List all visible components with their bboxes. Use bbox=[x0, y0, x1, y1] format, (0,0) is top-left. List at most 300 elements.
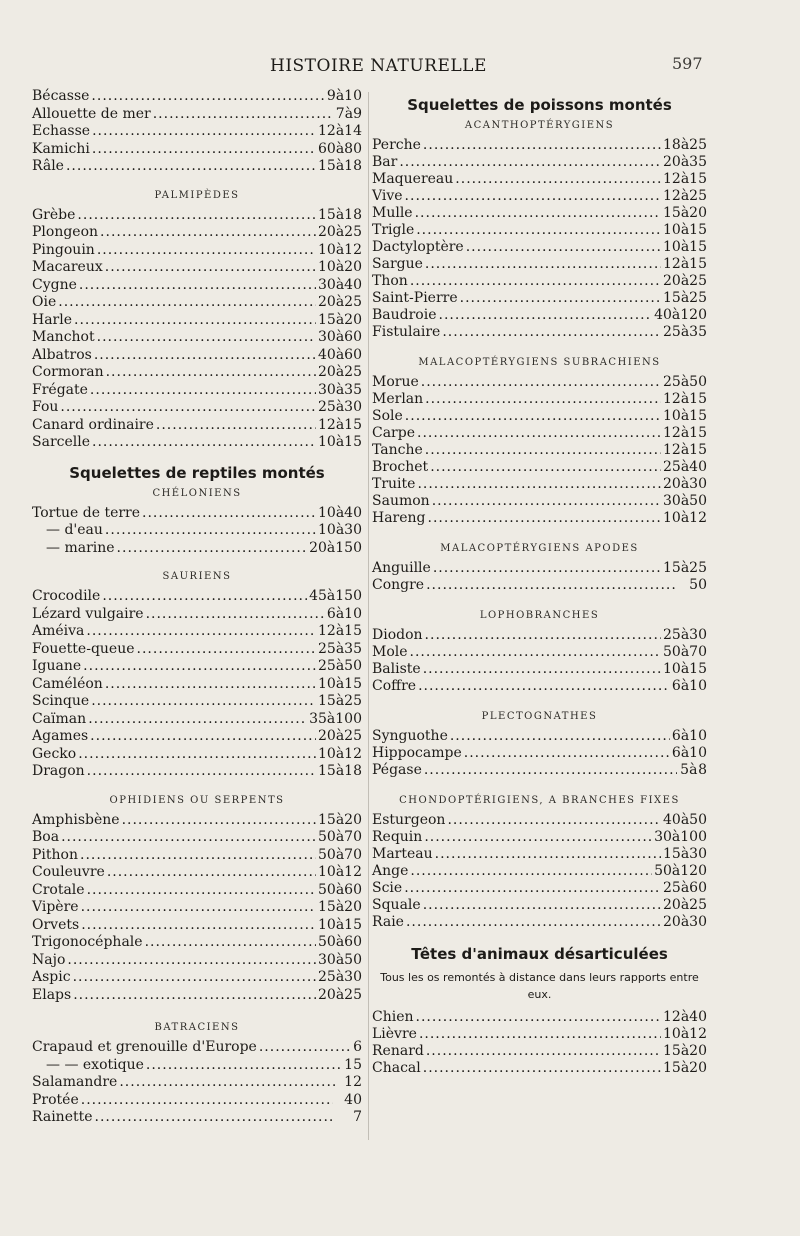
range-separator: à bbox=[335, 504, 345, 521]
range-separator: à bbox=[335, 158, 345, 174]
item-price-min: 7 bbox=[335, 105, 345, 122]
item-name: Chien bbox=[372, 1009, 414, 1025]
list-item bbox=[372, 222, 707, 239]
item-price-min: 20 bbox=[317, 294, 336, 310]
dot-leader bbox=[455, 171, 661, 187]
list-item bbox=[32, 623, 362, 641]
item-price-max: 15 bbox=[689, 408, 707, 424]
range-separator: à bbox=[680, 391, 690, 407]
item-price-min: 20 bbox=[662, 476, 681, 492]
item-price-min: 60 bbox=[317, 140, 336, 157]
dot-leader bbox=[107, 864, 316, 880]
dot-leader bbox=[423, 897, 661, 913]
range-separator: à bbox=[680, 812, 690, 828]
item-name: — — exotique bbox=[46, 1056, 144, 1073]
item-price-min: 12 bbox=[662, 256, 681, 272]
range-separator: à bbox=[680, 510, 690, 526]
page-number: 597 bbox=[672, 54, 703, 73]
item-price-min: 10 bbox=[662, 510, 681, 526]
item-price-max: 25 bbox=[689, 290, 707, 306]
item-name: Canard ordinaire bbox=[32, 416, 154, 433]
item-price-max: 25 bbox=[689, 273, 707, 289]
list-item bbox=[372, 897, 707, 914]
item-price-min: 18 bbox=[662, 137, 681, 153]
range-separator: à bbox=[680, 1009, 690, 1025]
dot-leader bbox=[87, 882, 316, 898]
list-item bbox=[372, 273, 707, 290]
list-item bbox=[32, 1109, 362, 1127]
range-separator: à bbox=[335, 916, 345, 933]
item-price: 12 bbox=[344, 1074, 362, 1090]
item-name: Vipère bbox=[32, 899, 79, 915]
item-price-min: 10 bbox=[662, 661, 681, 677]
malaco-apodes-list bbox=[372, 560, 707, 594]
dot-leader bbox=[81, 1092, 334, 1108]
dot-leader bbox=[78, 746, 316, 762]
item-price-max: 50 bbox=[689, 812, 707, 828]
item-price-min: 20 bbox=[662, 154, 681, 170]
list-item bbox=[32, 224, 362, 242]
dot-leader bbox=[153, 106, 334, 122]
dot-leader bbox=[464, 745, 670, 761]
dot-leader bbox=[90, 382, 316, 398]
list-item bbox=[32, 88, 362, 106]
item-price-max: 20 bbox=[344, 259, 362, 275]
list-item bbox=[32, 882, 362, 900]
item-price-min: 10 bbox=[317, 864, 336, 880]
item-name: Cormoran bbox=[32, 364, 104, 380]
list-item bbox=[372, 137, 707, 154]
range-separator: à bbox=[680, 222, 690, 238]
item-price-max: 50 bbox=[344, 658, 362, 674]
range-separator: à bbox=[680, 256, 690, 272]
range-separator: à bbox=[335, 864, 345, 880]
category-plectognathes: PLECTOGNATHES bbox=[481, 711, 598, 722]
range-separator: à bbox=[680, 661, 690, 677]
list-item bbox=[32, 399, 362, 417]
item-name: Synguothe bbox=[372, 728, 448, 744]
list-item bbox=[372, 408, 707, 425]
item-name: Albatros bbox=[32, 346, 92, 363]
item-price-max: 30 bbox=[689, 627, 707, 643]
range-separator: à bbox=[335, 986, 345, 1003]
item-price-max: 25 bbox=[344, 364, 362, 380]
item-name: Tortue de terre bbox=[32, 504, 141, 521]
item-price-max: 25 bbox=[344, 224, 362, 240]
dot-leader bbox=[417, 476, 661, 492]
item-price-min: 12 bbox=[662, 1009, 681, 1025]
left-column bbox=[32, 88, 362, 1127]
range-separator: à bbox=[680, 1043, 690, 1059]
ophidiens-list bbox=[32, 812, 362, 1005]
list-item bbox=[372, 560, 707, 577]
dot-leader bbox=[81, 917, 316, 933]
dot-leader bbox=[419, 1026, 661, 1042]
item-name: Mulle bbox=[372, 205, 413, 221]
item-price-max: 60 bbox=[689, 880, 707, 896]
range-separator: à bbox=[680, 846, 690, 862]
item-price-min: 15 bbox=[662, 1043, 681, 1059]
range-separator: à bbox=[680, 1060, 690, 1076]
list-item bbox=[372, 307, 707, 324]
category-acanthopterygiens: ACANTHOPTÉRYGIENS bbox=[464, 120, 615, 131]
item-price-max: 15 bbox=[344, 623, 362, 639]
item-price-min: 12 bbox=[317, 416, 336, 433]
item-name: Tanche bbox=[372, 442, 423, 458]
dot-leader bbox=[73, 969, 316, 985]
range-separator: à bbox=[335, 728, 345, 744]
item-name: Trigle bbox=[372, 222, 415, 238]
range-separator: à bbox=[344, 105, 354, 122]
list-item bbox=[32, 540, 362, 558]
item-price-max: 15 bbox=[689, 256, 707, 272]
item-name: Merlan bbox=[372, 391, 424, 407]
item-name: Scie bbox=[372, 880, 403, 896]
range-separator: à bbox=[326, 539, 336, 556]
item-price-min: 15 bbox=[317, 811, 336, 828]
item-price-min: 5 bbox=[680, 762, 690, 778]
list-item bbox=[32, 829, 362, 847]
range-separator: à bbox=[335, 829, 345, 845]
item-price-max: 100 bbox=[335, 710, 362, 727]
range-separator: à bbox=[680, 154, 690, 170]
item-price-max: 80 bbox=[344, 140, 362, 157]
item-name: Thon bbox=[372, 273, 408, 289]
dot-leader bbox=[58, 294, 316, 310]
item-price-max: 35 bbox=[344, 381, 362, 398]
list-item bbox=[32, 1074, 362, 1092]
item-name: Echasse bbox=[32, 123, 91, 139]
item-name: Morue bbox=[372, 374, 419, 390]
item-price-min: 25 bbox=[662, 880, 681, 896]
item-price-max: 15 bbox=[689, 171, 707, 187]
item-price-min: 15 bbox=[662, 205, 681, 221]
dot-leader bbox=[415, 205, 661, 221]
item-name: Lièvre bbox=[372, 1026, 417, 1042]
range-separator: à bbox=[335, 88, 345, 104]
item-price-max: 8 bbox=[698, 762, 707, 778]
lophobranches-list bbox=[372, 627, 707, 695]
item-price-max: 15 bbox=[344, 434, 362, 450]
item-name: Fistulaire bbox=[372, 324, 441, 340]
list-item bbox=[372, 188, 707, 205]
dot-leader bbox=[119, 1074, 337, 1090]
dot-leader bbox=[410, 644, 661, 660]
item-price-min: 50 bbox=[317, 829, 336, 845]
range-separator: à bbox=[680, 728, 690, 744]
dot-leader bbox=[416, 222, 661, 238]
item-price-min: 15 bbox=[317, 693, 336, 709]
item-name: Baudroie bbox=[372, 307, 437, 323]
item-price-max: 15 bbox=[689, 661, 707, 677]
list-item bbox=[32, 746, 362, 764]
dot-leader bbox=[122, 812, 316, 828]
item-price-max: 15 bbox=[689, 425, 707, 441]
list-item bbox=[372, 1026, 707, 1043]
range-separator: à bbox=[335, 241, 345, 258]
dot-leader bbox=[442, 324, 661, 340]
dot-leader bbox=[87, 763, 316, 779]
item-price-max: 100 bbox=[680, 829, 707, 845]
range-separator: à bbox=[680, 459, 690, 475]
item-name: Trigonocéphale bbox=[32, 934, 143, 950]
list-item bbox=[372, 914, 707, 931]
item-price: 15 bbox=[344, 1056, 362, 1073]
list-item bbox=[32, 259, 362, 277]
list-item bbox=[372, 1009, 707, 1026]
list-item bbox=[372, 863, 707, 880]
plectognathes-list bbox=[372, 728, 707, 779]
item-price-min: 15 bbox=[662, 560, 681, 576]
list-item bbox=[372, 442, 707, 459]
item-price-max: 18 bbox=[344, 158, 362, 174]
dot-leader bbox=[426, 1043, 661, 1059]
item-price-min: 40 bbox=[317, 346, 336, 363]
item-price-min: 12 bbox=[662, 391, 681, 407]
list-item bbox=[32, 606, 362, 624]
range-separator: à bbox=[335, 951, 345, 968]
item-price-max: 70 bbox=[344, 829, 362, 845]
item-price-max: 30 bbox=[344, 399, 362, 415]
list-item bbox=[32, 329, 362, 347]
dot-leader bbox=[460, 290, 661, 306]
category-sauriens: SAURIENS bbox=[162, 571, 232, 582]
item-price-min: 20 bbox=[662, 914, 681, 930]
list-item bbox=[32, 1039, 362, 1057]
list-item bbox=[372, 678, 707, 695]
dot-leader bbox=[146, 1057, 340, 1073]
list-item bbox=[32, 294, 362, 312]
item-price-min: 12 bbox=[662, 442, 681, 458]
item-price-max: 20 bbox=[689, 1060, 707, 1076]
range-separator: à bbox=[680, 239, 690, 255]
item-name: Raie bbox=[372, 914, 404, 930]
range-separator: à bbox=[680, 188, 690, 204]
item-price: 50 bbox=[689, 577, 707, 593]
item-name: Amphisbène bbox=[32, 811, 120, 828]
item-name: Manchot bbox=[32, 329, 95, 345]
item-price-max: 10 bbox=[344, 88, 362, 104]
item-name: Mole bbox=[372, 644, 408, 660]
dot-leader bbox=[423, 661, 661, 677]
item-price-max: 30 bbox=[689, 846, 707, 862]
dot-leader bbox=[146, 606, 325, 622]
range-separator: à bbox=[680, 678, 690, 694]
item-price-min: 25 bbox=[317, 969, 336, 985]
range-separator: à bbox=[335, 522, 345, 538]
dot-leader bbox=[105, 259, 316, 275]
item-name: Saumon bbox=[372, 493, 430, 509]
dot-leader bbox=[105, 676, 316, 692]
list-item bbox=[32, 382, 362, 400]
right-column bbox=[372, 88, 707, 1077]
dot-leader bbox=[97, 242, 316, 258]
item-price-min: 30 bbox=[317, 276, 336, 293]
range-separator: à bbox=[680, 205, 690, 221]
list-item bbox=[372, 391, 707, 408]
category-chondropterygiens: CHONDOPTÉRIGIENS, A BRANCHES FIXES bbox=[399, 795, 680, 806]
list-item bbox=[32, 693, 362, 711]
item-price-max: 14 bbox=[344, 123, 362, 139]
dot-leader bbox=[79, 277, 316, 293]
range-separator: à bbox=[335, 640, 345, 657]
dot-leader bbox=[399, 154, 661, 170]
item-price-min: 10 bbox=[662, 408, 681, 424]
dot-leader bbox=[406, 914, 661, 930]
dot-leader bbox=[447, 812, 661, 828]
range-separator: à bbox=[680, 374, 690, 390]
item-name: Couleuvre bbox=[32, 864, 105, 880]
range-separator: à bbox=[335, 811, 345, 828]
malaco-subrachiens-list bbox=[372, 374, 707, 527]
list-item bbox=[372, 627, 707, 644]
item-price-max: 70 bbox=[689, 644, 707, 660]
item-price-min: 6 bbox=[671, 728, 681, 744]
range-separator: à bbox=[335, 745, 345, 762]
item-name: Scinque bbox=[32, 693, 90, 709]
dot-leader bbox=[117, 540, 308, 556]
reptiles-heading: Squelettes de reptiles montés bbox=[69, 463, 325, 482]
list-item bbox=[372, 425, 707, 442]
range-separator: à bbox=[680, 1026, 690, 1042]
poissons-heading: Squelettes de poissons montés bbox=[407, 96, 672, 114]
item-price-max: 25 bbox=[689, 137, 707, 153]
item-price-min: 40 bbox=[654, 307, 672, 323]
list-item bbox=[32, 277, 362, 295]
dot-leader bbox=[425, 442, 661, 458]
item-price-min: 40 bbox=[662, 812, 681, 828]
item-name: Plongeon bbox=[32, 224, 99, 240]
item-price-max: 9 bbox=[353, 105, 362, 122]
item-price-max: 40 bbox=[689, 1009, 707, 1025]
dot-leader bbox=[106, 364, 316, 380]
list-item bbox=[372, 1060, 707, 1077]
item-price-max: 20 bbox=[344, 899, 362, 915]
item-name: Rainette bbox=[32, 1109, 93, 1125]
dot-leader bbox=[426, 577, 678, 593]
list-item bbox=[372, 324, 707, 341]
item-name: Bécasse bbox=[32, 88, 90, 104]
range-separator: à bbox=[680, 324, 690, 340]
list-item bbox=[32, 934, 362, 952]
range-separator: à bbox=[335, 899, 345, 915]
item-price-min: 20 bbox=[309, 539, 327, 556]
dot-leader bbox=[156, 417, 316, 433]
item-price-min: 20 bbox=[317, 728, 336, 744]
item-price-min: 25 bbox=[317, 658, 336, 674]
item-name: Coffre bbox=[372, 678, 417, 694]
range-separator: à bbox=[335, 364, 345, 380]
item-price-max: 15 bbox=[689, 222, 707, 238]
dot-leader bbox=[95, 1109, 335, 1125]
list-item bbox=[372, 205, 707, 222]
range-separator: à bbox=[680, 408, 690, 424]
item-name: Crocodile bbox=[32, 588, 101, 604]
item-price-min: 50 bbox=[317, 881, 336, 898]
range-separator: à bbox=[680, 137, 690, 153]
range-separator: à bbox=[335, 206, 345, 223]
list-item bbox=[32, 207, 362, 225]
item-price-min: 12 bbox=[662, 171, 681, 187]
dot-leader bbox=[424, 829, 652, 845]
item-name: Perche bbox=[372, 137, 421, 153]
item-price-max: 25 bbox=[344, 294, 362, 310]
range-separator: à bbox=[326, 588, 336, 604]
category-batraciens: BATRACIENS bbox=[154, 1022, 240, 1033]
dot-leader bbox=[74, 312, 316, 328]
list-item bbox=[372, 154, 707, 171]
list-item bbox=[32, 106, 362, 124]
item-price-min: 15 bbox=[662, 846, 681, 862]
item-price-max: 25 bbox=[344, 693, 362, 709]
item-price-max: 30 bbox=[344, 969, 362, 985]
list-item bbox=[32, 864, 362, 882]
item-name: — marine bbox=[46, 539, 115, 556]
item-name: Requin bbox=[372, 829, 423, 845]
item-name: Crapaud et grenouille d'Europe bbox=[32, 1039, 257, 1055]
item-name: Crotale bbox=[32, 881, 85, 898]
item-name: Chacal bbox=[372, 1060, 421, 1076]
dot-leader bbox=[405, 408, 661, 424]
range-separator: à bbox=[680, 476, 690, 492]
item-price-min: 9 bbox=[326, 88, 336, 104]
range-separator: à bbox=[335, 381, 345, 398]
item-price-min: 25 bbox=[317, 640, 336, 657]
dot-leader bbox=[410, 863, 652, 879]
item-name: Pingouin bbox=[32, 241, 95, 258]
range-separator: à bbox=[335, 658, 345, 674]
dot-leader bbox=[433, 560, 661, 576]
item-price-max: 60 bbox=[344, 329, 362, 345]
range-separator: à bbox=[680, 425, 690, 441]
dot-leader bbox=[94, 347, 316, 363]
item-price-min: 15 bbox=[662, 1060, 681, 1076]
item-price-max: 60 bbox=[344, 346, 362, 363]
item-price-min: 30 bbox=[317, 951, 336, 968]
dot-leader bbox=[105, 522, 316, 538]
range-separator: à bbox=[335, 434, 345, 450]
item-price-max: 12 bbox=[344, 864, 362, 880]
range-separator: à bbox=[335, 605, 345, 622]
list-item bbox=[372, 745, 707, 762]
dot-leader bbox=[418, 678, 669, 694]
item-price-max: 150 bbox=[335, 588, 362, 604]
item-name: Pégase bbox=[372, 762, 422, 778]
item-price-min: 12 bbox=[317, 123, 336, 139]
list-item bbox=[372, 510, 707, 527]
list-item bbox=[372, 459, 707, 476]
item-name: Iguane bbox=[32, 658, 82, 674]
item-name: Squale bbox=[372, 897, 421, 913]
list-item bbox=[372, 728, 707, 745]
item-name: Fouette-queue bbox=[32, 640, 135, 657]
range-separator: à bbox=[335, 224, 345, 240]
item-price-min: 10 bbox=[317, 916, 336, 933]
item-price-max: 18 bbox=[344, 206, 362, 223]
range-separator: à bbox=[680, 493, 690, 509]
item-name: Maquereau bbox=[372, 171, 454, 187]
dot-leader bbox=[423, 137, 661, 153]
item-name: Macareux bbox=[32, 259, 103, 275]
list-item bbox=[32, 899, 362, 917]
item-price-max: 20 bbox=[344, 311, 362, 328]
dot-leader bbox=[417, 425, 661, 441]
item-price-max: 60 bbox=[344, 881, 362, 898]
range-separator: à bbox=[335, 693, 345, 709]
item-price-min: 10 bbox=[662, 1026, 681, 1042]
list-item bbox=[372, 374, 707, 391]
range-separator: à bbox=[335, 276, 345, 293]
